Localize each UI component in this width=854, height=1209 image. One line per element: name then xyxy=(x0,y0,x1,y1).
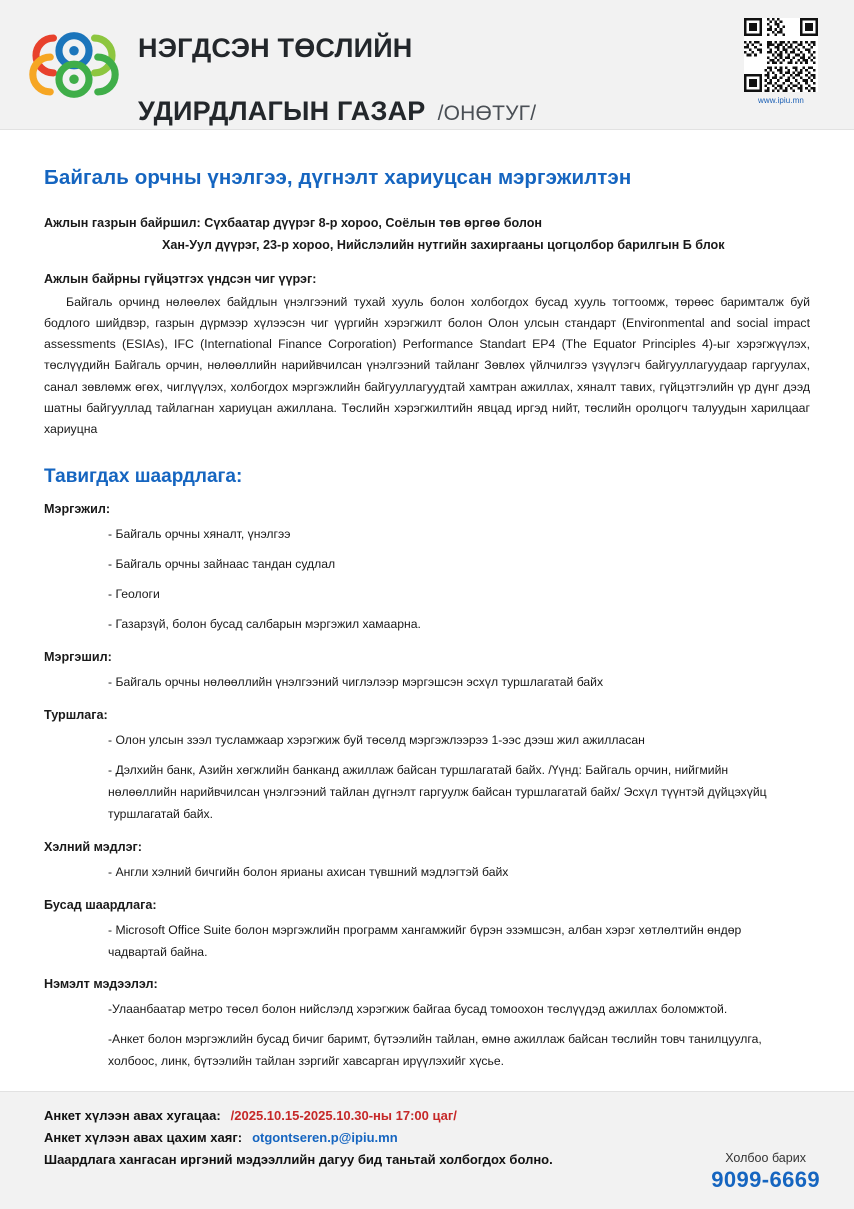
qr-code-block[interactable] xyxy=(738,18,824,105)
requirement-item: - Олон улсын зээл тусламжаар хэрэгжиж буй төсөлд мэргэжлээрээ 1-ээс дээш жил ажилласан xyxy=(108,732,645,747)
requirement-group-label: Мэргэжил: xyxy=(44,502,111,517)
requirements-heading: Тавигдах шаардлага: xyxy=(44,466,243,488)
requirement-item: - Дэлхийн банк, Азийн хөгжлийн банканд ажиллаж байсан туршлагатай байх. /Үүнд: Байгаль орчин, нийгмийн нөлөөллийн нарийвчилсан үнэлгээний тайлан дүгнэлт гаргуулж байсан туршлагатай байх/ Эсхүл түүнтэй дүйцэхүйц туршлагатай байх. xyxy=(108,762,767,821)
requirement-group-label: Мэргэшил: xyxy=(44,649,112,664)
requirement-group-additional xyxy=(44,977,810,1073)
org-name-line2: УДИРДЛАГЫН ГАЗАР xyxy=(138,95,426,126)
deadline-row xyxy=(44,1108,824,1123)
org-name-line1: НЭГДСЭН ТӨСЛИЙН xyxy=(138,33,413,64)
duties-heading: Ажлын байрны гүйцэтгэх үндсэн чиг үүрэг: xyxy=(44,272,317,287)
requirement-item: - Англи хэлний бичгийн болон ярианы ахисан түвшний мэдлэгтэй байх xyxy=(108,864,509,879)
requirement-group-experience xyxy=(44,708,810,826)
ipiu-logo-icon xyxy=(26,27,122,103)
requirement-group-label: Туршлага: xyxy=(44,707,108,722)
requirement-item: -Анкет болон мэргэжлийн бусад бичиг баримт, бүтээлийн тайлан, өмнө ажиллаж байсан төслийн товч танилцуулга, холбоос, линк, бүтээлийн тайлан зэргийг хавсарган ирүүлэхийг хүсье. xyxy=(108,1032,762,1069)
requirement-group-label: Бусад шаардлага: xyxy=(44,897,157,912)
footer-note: Шаардлага хангасан иргэний мэдээллийн дагуу бид таньтай холбогдох болно. xyxy=(44,1152,553,1168)
email-row xyxy=(44,1130,824,1145)
requirement-group-language xyxy=(44,840,810,884)
requirement-group-label: Нэмэлт мэдээлэл: xyxy=(44,977,158,992)
organization-name xyxy=(138,2,536,127)
requirement-item: - Газарзүй, болон бусад салбарын мэргэжил хамаарна. xyxy=(108,616,421,631)
work-location-line1 xyxy=(44,212,810,234)
document-content xyxy=(0,130,854,1091)
requirement-item: - Геологи xyxy=(108,586,160,601)
work-location-value-1: Сүхбаатар дүүрэг 8-р хороо, Соёлын төв өргөө болон xyxy=(204,216,542,230)
requirement-item: - Microsoft Office Suite болон мэргэжлийн программ хангамжийг бүрэн эзэмшсэн, албан хэрэг хөтлөлтийн өндөр чадвартай байна. xyxy=(108,922,742,959)
work-location-line2: Хан-Уул дүүрэг, 23-р хороо, Нийслэлийн нутгийн захиргааны цогцолбор барилгын Б блок xyxy=(162,238,725,253)
requirement-item: - Байгаль орчны нөлөөллийн үнэлгээний чиглэлээр мэргэшсэн эсхүл туршлагатай байх xyxy=(108,674,604,689)
page-header xyxy=(0,0,854,130)
duties-paragraph: Байгаль орчинд нөлөөлөх байдлын үнэлгээний тухай хууль болон холбогдох бусад хууль тогтоомж, төрөөс баримталж буй бодлого шийдвэр, газрын дүрмээр хүлээсэн чиг үүргийн хэрэгжилт болон Олон улсын стандарт (Environmental and social impact assessments (ESIAs), IFC (International Finance Corporation) Performance Standart EP4 (The Equator Principles 4)-ыг хэрэгжүүлэх, төслүүдийн Байгаль орчин, нөлөөллийн нарийвчилсан үнэлгээний тайланг Зөвлөх үйлчилгээ үзүүлэгч байгууллагуудаар гаргуулах, санал зөвлөмж өгөх, чиглүүлэх, холбогдох мэргэжлийн байгууллагуудтай хамтран ажиллах, хяналт тавих, гүйцэтгэлийн үр дүнг дээд шатны байгууллад тайлагнан хариуцан ажиллана. Төслийн хэрэгжилтийн явцад иргэд нийт, төслийн оролцогч талуудын харилцааг хариуцна xyxy=(44,295,810,436)
email-link[interactable]: otgontseren.p@ipiu.mn xyxy=(252,1130,398,1146)
requirement-group-specialization xyxy=(44,650,810,694)
page-title: Байгаль орчны үнэлгээ, дүгнэлт хариуцсан мэргэжилтэн xyxy=(44,166,632,189)
deadline-value: /2025.10.15-2025.10.30-ны 17:00 цаг/ xyxy=(230,1108,457,1124)
email-label: Анкет хүлээн авах цахим хаяг: xyxy=(44,1130,243,1146)
requirement-item: - Байгаль орчны зайнаас тандан судлал xyxy=(108,557,336,571)
requirement-group-profession xyxy=(44,502,810,636)
requirement-group-other xyxy=(44,898,810,964)
deadline-label: Анкет хүлээн авах хугацаа: xyxy=(44,1108,221,1124)
requirement-group-label: Хэлний мэдлэг: xyxy=(44,839,142,854)
qr-code-icon[interactable] xyxy=(744,18,818,92)
contact-phone[interactable]: 9099-6669 xyxy=(711,1167,820,1193)
contact-label: Холбоо барих xyxy=(725,1151,806,1166)
contact-block xyxy=(711,1151,820,1193)
work-location-label: Ажлын газрын байршил: xyxy=(44,216,201,230)
org-abbreviation: /ОНӨТУГ/ xyxy=(437,101,537,125)
requirement-item: - Байгаль орчны хяналт, үнэлгээ xyxy=(108,527,291,542)
page-footer xyxy=(0,1091,854,1209)
requirement-item: -Улаанбаатар метро төсөл болон нийслэлд хэрэгжиж байгаа бусад томоохон төслүүдэд ажиллах боломжтой. xyxy=(108,1002,728,1017)
qr-url-label[interactable]: www.ipiu.mn xyxy=(757,96,804,105)
organization-logo-block xyxy=(26,2,536,127)
